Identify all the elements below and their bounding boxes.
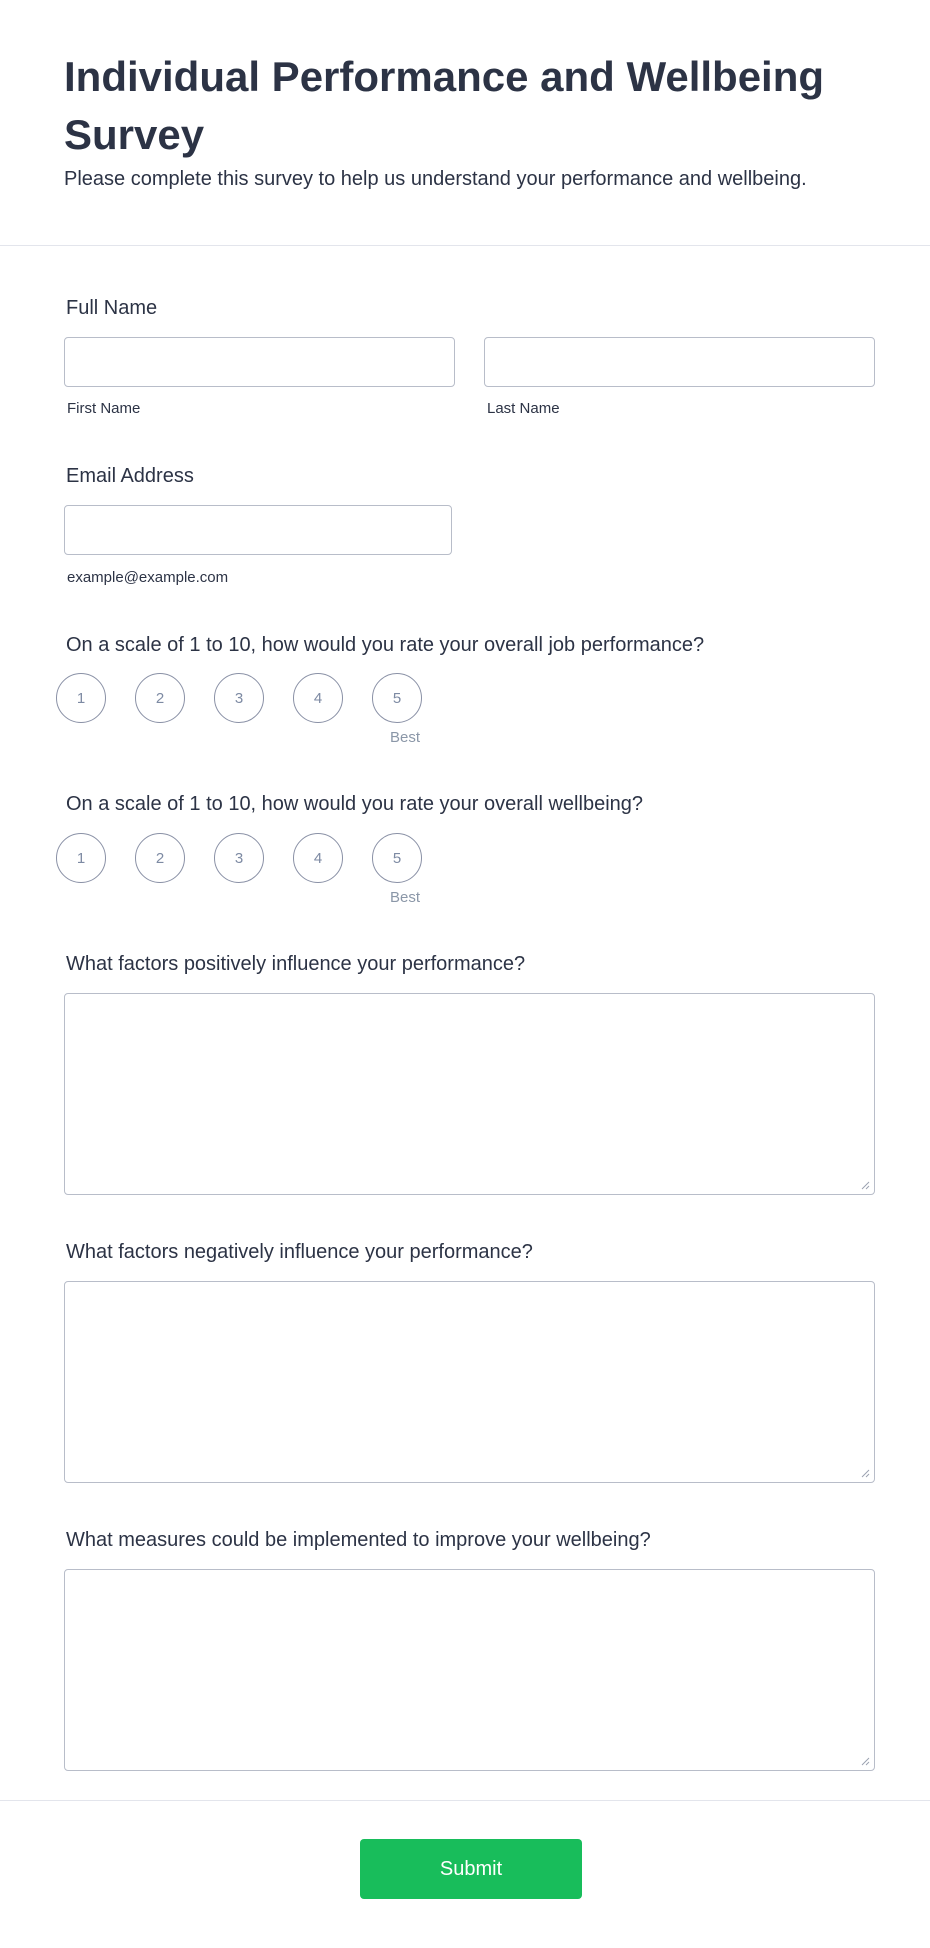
- form-footer: [0, 1800, 930, 1948]
- wellbeing-rating-option[interactable]: 3: [214, 833, 264, 883]
- performance-rating-scale: [56, 673, 436, 723]
- wellbeing-rating-option[interactable]: 5: [372, 833, 422, 883]
- email-input[interactable]: [64, 505, 452, 555]
- positive-factors-question: What factors positively influence your performance?: [66, 953, 526, 975]
- performance-rating-option[interactable]: 2: [135, 673, 185, 723]
- full-name-label: Full Name: [66, 297, 158, 319]
- wellbeing-rating-scale: [56, 833, 436, 883]
- submit-button[interactable]: Submit: [360, 1839, 582, 1899]
- resize-grip-icon[interactable]: [860, 1180, 870, 1190]
- form-title: Individual Performance and Wellbeing Survey: [64, 53, 825, 158]
- performance-rating-option[interactable]: 5: [372, 673, 422, 723]
- performance-best-label: Best: [390, 729, 421, 746]
- form-subtitle: Please complete this survey to help us understand your performance and wellbeing.: [64, 168, 807, 190]
- performance-rating-option[interactable]: 3: [214, 673, 264, 723]
- first-name-sublabel: First Name: [67, 400, 141, 417]
- last-name-sublabel: Last Name: [487, 400, 560, 417]
- improve-measures-textarea[interactable]: [64, 1569, 875, 1771]
- resize-grip-icon[interactable]: [860, 1468, 870, 1478]
- resize-grip-icon[interactable]: [860, 1756, 870, 1766]
- positive-factors-textarea[interactable]: [64, 993, 875, 1195]
- first-name-input[interactable]: [64, 337, 455, 387]
- email-label: Email Address: [66, 465, 194, 487]
- email-sublabel: example@example.com: [67, 569, 229, 586]
- wellbeing-rating-question: On a scale of 1 to 10, how would you rate your overall wellbeing?: [66, 793, 644, 815]
- last-name-input[interactable]: [484, 337, 875, 387]
- negative-factors-textarea[interactable]: [64, 1281, 875, 1483]
- improve-measures-question: What measures could be implemented to improve your wellbeing?: [66, 1529, 651, 1551]
- form-header: [0, 0, 930, 246]
- performance-rating-question: On a scale of 1 to 10, how would you rate your overall job performance?: [66, 634, 705, 656]
- wellbeing-best-label: Best: [390, 889, 421, 906]
- performance-rating-option[interactable]: 4: [293, 673, 343, 723]
- negative-factors-question: What factors negatively influence your performance?: [66, 1241, 533, 1263]
- wellbeing-rating-option[interactable]: 4: [293, 833, 343, 883]
- wellbeing-rating-option[interactable]: 1: [56, 833, 106, 883]
- performance-rating-option[interactable]: 1: [56, 673, 106, 723]
- wellbeing-rating-option[interactable]: 2: [135, 833, 185, 883]
